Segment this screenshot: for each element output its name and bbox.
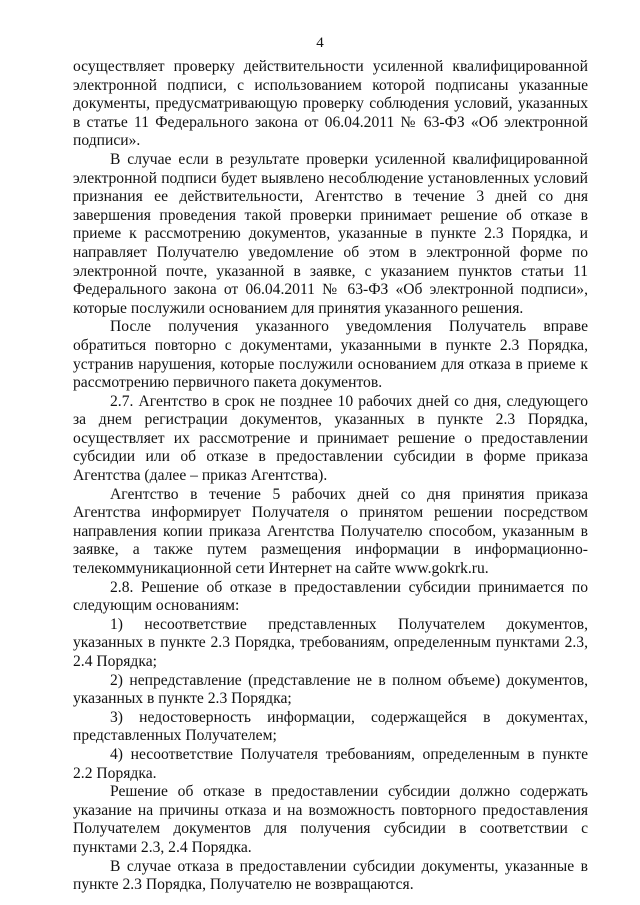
paragraph-8: 2) непредставление (представление не в полном объеме) документов, указанных в пункте 2.3 Порядка; [73, 671, 588, 708]
paragraph-2: В случае если в результате проверки усиленной квалифицированной электронной подписи будет выявлено несоблюдение установленных условий признания ее действительности, Агентство в течение 3 дней со дня завершения проведения такой проверки принимает решение об отказе в приеме к рассмотрению документов, указанные в пункте 2.3 Порядка, и направляет Получателю уведомление об этом в электронной форме по электронной почте, указанной в заявке, с указанием пунктов статьи 11 Федерального закона от 06.04.2011 № 63-ФЗ «Об электронной подписи», которые послужили основанием для принятия указанного решения. [73, 150, 588, 317]
paragraph-4: 2.7. Агентство в срок не позднее 10 рабочих дней со дня, следующего за днем регистрации документов, указанных в пункте 2.3 Порядка, осуществляет их рассмотрение и принимает решение о предоставлении субсидии или об отказе в предоставлении субсидии в форме приказа Агентства (далее – приказ Агентства). [73, 392, 588, 485]
paragraph-12: В случае отказа в предоставлении субсидии документы, указанные в пункте 2.3 Порядка, Получателю не возвращаются. [73, 857, 588, 894]
page-number: 4 [316, 35, 324, 51]
paragraph-11: Решение об отказе в предоставлении субсидии должно содержать указание на причины отказа и на возможность повторного предоставления Получателем документов для получения субсидии в соответствии с пунктами 2.3, 2.4 Порядка. [73, 783, 588, 856]
paragraph-7: 1) несоответствие представленных Получателем документов, указанных в пункте 2.3 Порядка, требованиям, определенным пунктами 2.3, 2.4 Порядка; [73, 615, 588, 670]
paragraph-5: Агентство в течение 5 рабочих дней со дня принятия приказа Агентства информирует Получателя о принятом решении посредством направления копии приказа Агентства Получателю способом, указанным в заявке, а также путем размещения информации в информационно-телекоммуникационной сети Интернет на сайте www.gokrk.ru. [73, 485, 588, 578]
paragraph-9: 3) недостоверность информации, содержащейся в документах, представленных Получателем; [73, 708, 588, 745]
paragraph-1: осуществляет проверку действительности усиленной квалифицированной электронной подписи, с использованием которой подписаны указанные документы, предусматривающую проверку соблюдения условий, указанных в статье 11 Федерального закона от 06.04.2011 № 63-ФЗ «Об электронной подписи». [73, 58, 588, 150]
document-body [73, 58, 588, 895]
paragraph-10: 4) несоответствие Получателя требованиям, определенным в пункте 2.2 Порядка. [73, 745, 588, 782]
paragraph-3: После получения указанного уведомления Получатель вправе обратиться повторно с документами, указанными в пункте 2.3 Порядка, устранив нарушения, которые послужили основанием для отказа в приеме к рассмотрению первичного пакета документов. [73, 318, 588, 392]
paragraph-6: 2.8. Решение об отказе в предоставлении субсидии принимается по следующим основаниям: [73, 578, 588, 615]
